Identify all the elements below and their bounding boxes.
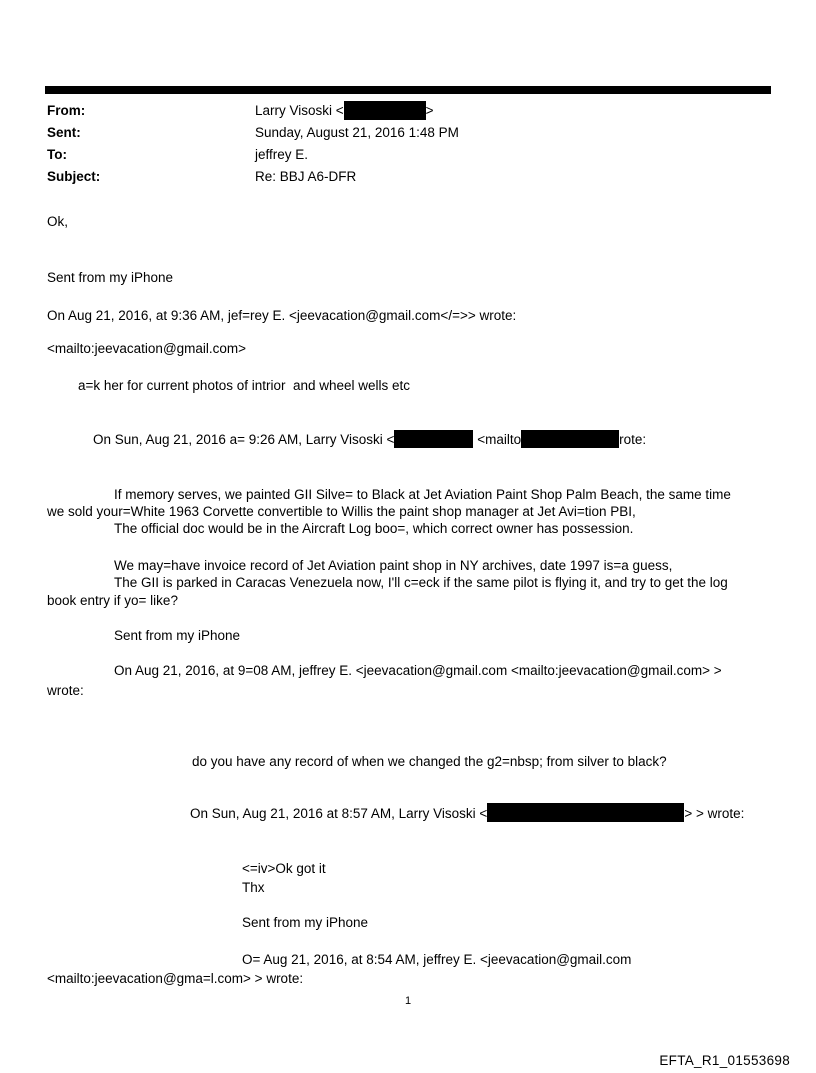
- redaction-bar: [487, 803, 684, 822]
- line-text: On Sun, Aug 21, 2016 a= 9:26 AM, Larry Visoski <: [93, 432, 395, 447]
- body-line: Ok,: [47, 214, 69, 229]
- body-line: The official doc would be in the Aircraft Log boo=, which correct owner has possession.: [114, 521, 634, 536]
- line-text: On Sun, Aug 21, 2016 at 8:57 AM, Larry Visoski <: [190, 806, 488, 821]
- body-line: If memory serves, we painted GII Silve= to Black at Jet Aviation Paint Shop Palm Beach, the same time: [114, 487, 731, 502]
- to-value: jeffrey E.: [255, 147, 309, 162]
- sent-value: Sunday, August 21, 2016 1:48 PM: [255, 125, 459, 140]
- from-label: From:: [47, 103, 86, 118]
- body-line: we sold your=White 1963 Corvette convertible to Willis the paint shop manager at Jet Avi=tion PBI,: [47, 504, 636, 519]
- redaction-bar: [344, 101, 426, 120]
- body-line: We may=have invoice record of Jet Aviation paint shop in NY archives, date 1997 is=a guess,: [114, 558, 673, 573]
- from-value-post: >: [425, 103, 434, 118]
- body-line: <mailto:jeevacation@gma=l.com> > wrote:: [47, 971, 304, 986]
- sent-label: Sent:: [47, 125, 81, 140]
- redaction-bar: [394, 430, 473, 448]
- body-line-with-redactions: [190, 803, 744, 822]
- line-text: > > wrote:: [684, 806, 745, 821]
- from-value-pre: Larry Visoski <: [255, 103, 344, 118]
- line-text: <mailto: [473, 432, 522, 447]
- to-label: To:: [47, 147, 67, 162]
- body-line: On Aug 21, 2016, at 9:36 AM, jef=rey E. <jeevacation@gmail.com</=>> wrote:: [47, 308, 517, 323]
- email-header: [47, 100, 459, 188]
- body-line: O= Aug 21, 2016, at 8:54 AM, jeffrey E. <jeevacation@gmail.com: [242, 952, 632, 967]
- body-line-with-redactions: [93, 430, 646, 448]
- header-row-to: [47, 144, 459, 166]
- body-line: The GII is parked in Caracas Venezuela now, I'll c=eck if the same pilot is flying it, and try to get the log: [114, 575, 728, 590]
- body-line: Thx: [242, 880, 265, 895]
- header-divider-rule: [45, 86, 771, 94]
- header-row-sent: [47, 122, 459, 144]
- from-value: [255, 100, 434, 122]
- bates-number: EFTA_R1_01553698: [659, 1053, 790, 1068]
- body-line: a=k her for current photos of intrior and wheel wells etc: [78, 378, 411, 393]
- body-line: Sent from my iPhone: [114, 628, 241, 643]
- body-line: <mailto:jeevacation@gmail.com>: [47, 341, 247, 356]
- line-text: rote:: [619, 432, 647, 447]
- body-line: book entry if yo= like?: [47, 593, 178, 608]
- subject-label: Subject:: [47, 169, 101, 184]
- subject-value: Re: BBJ A6-DFR: [255, 169, 357, 184]
- body-line: do you have any record of when we changed the g2=nbsp; from silver to black?: [192, 754, 667, 769]
- body-line: Sent from my iPhone: [242, 915, 369, 930]
- header-row-subject: [47, 166, 459, 188]
- body-line: On Aug 21, 2016, at 9=08 AM, jeffrey E. <jeevacation@gmail.com <mailto:jeevacation@gmail.com> >: [114, 663, 722, 678]
- body-line: wrote:: [47, 683, 84, 698]
- header-row-from: [47, 100, 459, 122]
- body-line: Sent from my iPhone: [47, 270, 174, 285]
- body-line: <=iv>Ok got it: [242, 861, 326, 876]
- page-number: 1: [404, 995, 412, 1007]
- redaction-bar: [521, 430, 619, 448]
